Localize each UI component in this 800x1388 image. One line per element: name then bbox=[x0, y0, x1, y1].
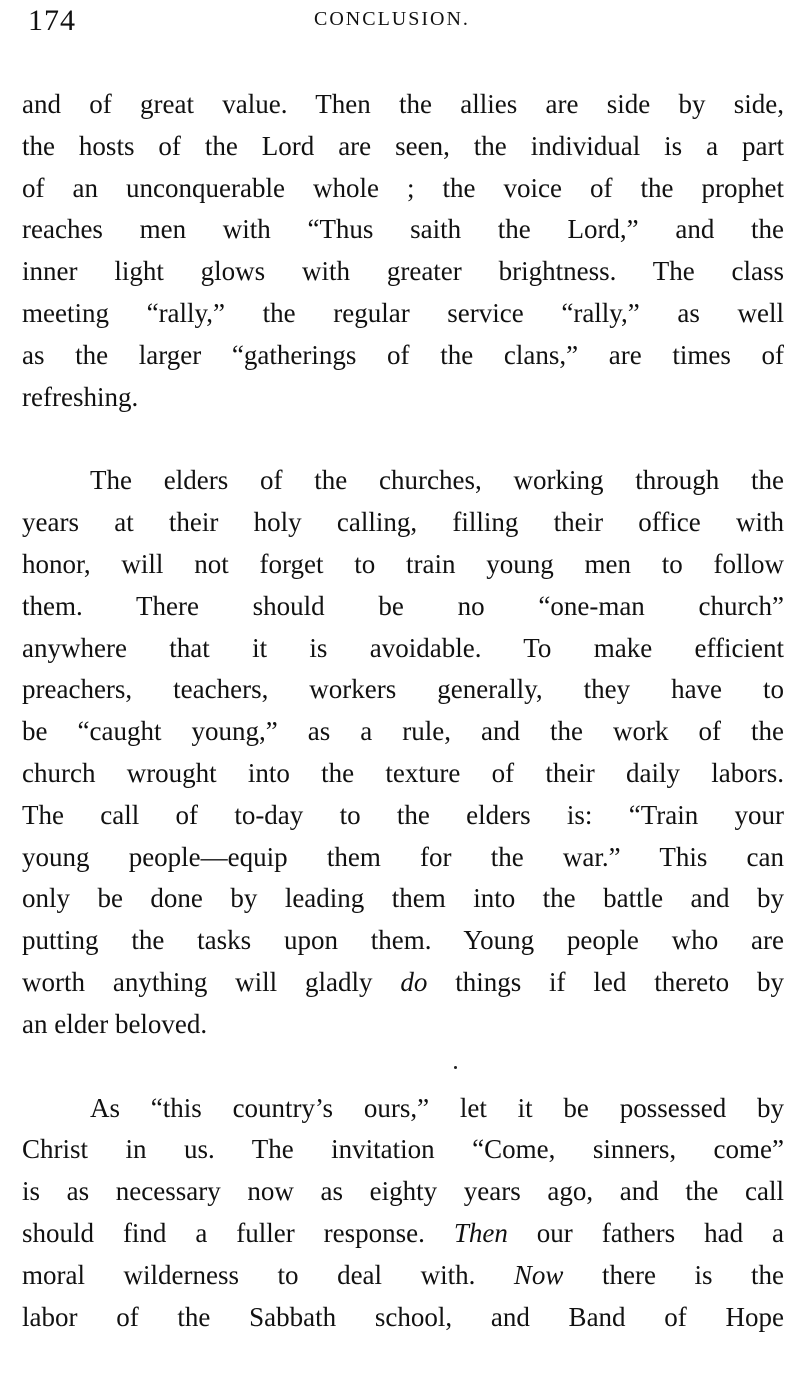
paragraph-gap bbox=[22, 1046, 784, 1088]
text-segment: worth anything will gladly bbox=[22, 966, 373, 997]
text-segment: should find a fuller response. bbox=[22, 1217, 425, 1248]
text-line: refreshing. bbox=[22, 381, 139, 412]
text-segment: things if led thereto by bbox=[455, 966, 785, 997]
paragraph-3 bbox=[22, 1088, 784, 1339]
text-line-with-emphasis bbox=[22, 962, 784, 1004]
paragraph-2 bbox=[22, 460, 784, 1045]
text-line: an elder beloved. bbox=[22, 1008, 208, 1039]
body-text bbox=[22, 84, 784, 1338]
text-segment: moral wilderness to deal with. bbox=[22, 1259, 476, 1290]
emphasis-then: Then bbox=[453, 1217, 508, 1248]
text-line: be “caught young,” as a rule, and the work of the bbox=[22, 716, 784, 747]
text-line: years at their holy calling, filling their office with bbox=[22, 507, 784, 538]
text-line: the hosts of the Lord are seen, the individual is a part bbox=[22, 130, 784, 161]
text-line: only be done by leading them into the battle and by bbox=[22, 883, 784, 914]
text-line: and of great value. Then the allies are side by side, bbox=[22, 89, 784, 119]
text-line: inner light glows with greater brightness. The class bbox=[22, 256, 784, 287]
text-line: The elders of the churches, working through the bbox=[90, 465, 784, 496]
text-line: church wrought into the texture of their daily labors. bbox=[22, 757, 784, 788]
text-line: of an unconquerable whole ; the voice of the prophet bbox=[22, 172, 784, 203]
text-line: them. There should be no “one-man church” bbox=[22, 590, 784, 621]
text-line: The call of to-day to the elders is: “Train your bbox=[22, 799, 784, 830]
text-line: As “this country’s ours,” let it be possessed by bbox=[90, 1092, 784, 1123]
text-line: meeting “rally,” the regular service “rally,” as well bbox=[22, 297, 784, 328]
text-line: young people—equip them for the war.” This can bbox=[22, 841, 784, 872]
emphasis-now: Now bbox=[513, 1259, 564, 1290]
print-speck bbox=[454, 1066, 457, 1069]
emphasis-do: do bbox=[400, 966, 428, 997]
text-line: putting the tasks upon them. Young people who are bbox=[22, 925, 784, 956]
text-line: as the larger “gatherings of the clans,” are times of bbox=[22, 339, 784, 370]
page-number: 174 bbox=[28, 4, 76, 37]
text-segment: there is the bbox=[601, 1259, 785, 1290]
text-line-with-emphasis bbox=[22, 1213, 784, 1255]
page-header bbox=[28, 4, 768, 44]
text-line: preachers, teachers, workers generally, they have to bbox=[22, 674, 784, 705]
paragraph-1 bbox=[22, 84, 784, 418]
text-line: labor of the Sabbath school, and Band of Hope bbox=[22, 1301, 784, 1332]
running-head: CONCLUSION. bbox=[314, 8, 470, 30]
paragraph-gap bbox=[22, 418, 784, 460]
text-line: Christ in us. The invitation “Come, sinners, come” bbox=[22, 1134, 784, 1165]
text-line: honor, will not forget to train young men to follow bbox=[22, 548, 784, 579]
text-line: reaches men with “Thus saith the Lord,” and the bbox=[22, 214, 784, 245]
text-line: anywhere that it is avoidable. To make efficient bbox=[22, 632, 784, 663]
text-segment: our fathers had a bbox=[536, 1217, 785, 1248]
text-line: is as necessary now as eighty years ago, and the call bbox=[22, 1176, 784, 1207]
text-line-with-emphasis bbox=[22, 1255, 784, 1297]
